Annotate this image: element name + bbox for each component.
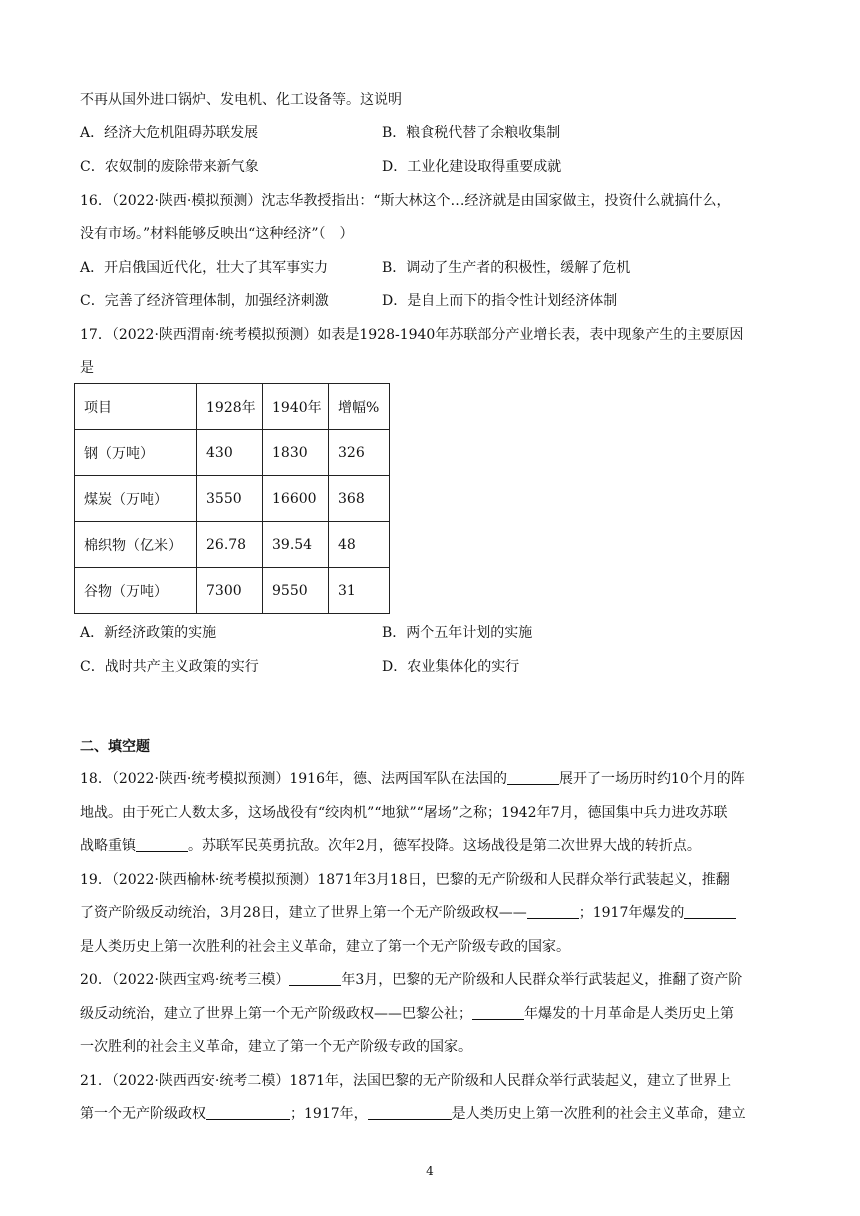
table-cell: 326 bbox=[329, 430, 390, 476]
table-header-cell: 项目 bbox=[75, 384, 197, 430]
q17-option-c[interactable]: C．战时共产主义政策的实行 bbox=[80, 659, 259, 675]
q15-option-c[interactable]: C．农奴制的废除带来新气象 bbox=[80, 159, 259, 175]
q21-text: 第一个无产阶级政权 bbox=[80, 1106, 206, 1122]
q19-text: 了资产阶级反动统治，3月28日，建立了世界上第一个无产阶级政权—— bbox=[80, 905, 527, 921]
table-cell: 430 bbox=[197, 430, 263, 476]
q21-line-1: 21．（2022·陕西西安·统考二模）1871年，法国巴黎的无产阶级和人民群众举行武装起义，建立了世界上 bbox=[80, 1073, 731, 1089]
q17-option-d[interactable]: D．农业集体化的实行 bbox=[382, 659, 520, 675]
q18-text: 。苏联军民英勇抗敌。次年2月，德军投降。这场战役是第二次世界大战的转折点。 bbox=[188, 838, 701, 854]
q21-text: 是人类历史上第一次胜利的社会主义革命，建立 bbox=[451, 1106, 746, 1122]
table-cell: 1830 bbox=[263, 430, 329, 476]
q18-text: 展开了一场历时约10个月的阵 bbox=[558, 771, 745, 787]
q16-stem-line-1: 16．（2022·陕西·模拟预测）沈志华教授指出：“斯大林这个…经济就是由国家做主，投资什么就搞什么， bbox=[80, 193, 731, 209]
section-title-fill-in: 二、填空题 bbox=[80, 739, 150, 755]
table-cell: 棉织物（亿米） bbox=[75, 522, 197, 568]
table-header-cell: 1928年 bbox=[197, 384, 263, 430]
table-cell: 16600 bbox=[263, 476, 329, 522]
q21-line-2 bbox=[80, 1104, 746, 1124]
q18-text: 18．（2022·陕西·统考模拟预测）1916年，德、法两国军队在法国的 bbox=[80, 771, 507, 787]
answer-blank[interactable] bbox=[136, 837, 188, 852]
q15-options-row-2 bbox=[80, 157, 780, 177]
answer-blank[interactable] bbox=[472, 1005, 524, 1020]
answer-blank[interactable] bbox=[507, 770, 559, 785]
table-cell: 7300 bbox=[197, 568, 263, 614]
answer-blank[interactable] bbox=[684, 904, 736, 919]
table-header-cell: 增幅% bbox=[329, 384, 390, 430]
q19-line-1: 19．（2022·陕西榆林·统考模拟预测）1871年3月18日，巴黎的无产阶级和人民群众举行武装起义，推翻 bbox=[80, 872, 730, 888]
answer-blank[interactable] bbox=[289, 971, 341, 986]
q16-options-row-2 bbox=[80, 291, 780, 311]
table-row bbox=[75, 476, 390, 522]
q16-options-row-1 bbox=[80, 258, 780, 278]
q15-stem-tail: 不再从国外进口锅炉、发电机、化工设备等。这说明 bbox=[80, 92, 402, 108]
q15-option-d[interactable]: D．工业化建设取得重要成就 bbox=[382, 159, 562, 175]
q16-option-d[interactable]: D．是自上而下的指令性计划经济体制 bbox=[382, 293, 618, 309]
q17-stem-line-2: 是 bbox=[80, 360, 94, 376]
q19-text: ；1917年爆发的 bbox=[578, 905, 685, 921]
q19-line-3: 是人类历史上第一次胜利的社会主义革命，建立了第一个无产阶级专政的国家。 bbox=[80, 939, 570, 955]
q20-text: 年爆发的十月革命是人类历史上第 bbox=[524, 1006, 734, 1022]
q16-option-b[interactable]: B．调动了生产者的积极性，缓解了危机 bbox=[382, 260, 631, 276]
q19-line-2 bbox=[80, 903, 736, 923]
q21-text: ；1917年， bbox=[290, 1106, 368, 1122]
q20-line-3: 一次胜利的社会主义革命，建立了第一个无产阶级专政的国家。 bbox=[80, 1039, 472, 1055]
q20-line-2 bbox=[80, 1004, 734, 1024]
answer-blank[interactable] bbox=[527, 904, 579, 919]
answer-blank[interactable] bbox=[368, 1105, 452, 1120]
table-cell: 煤炭（万吨） bbox=[75, 476, 197, 522]
q15-option-b[interactable]: B．粮食税代替了余粮收集制 bbox=[382, 125, 561, 141]
q15-options-row-1 bbox=[80, 123, 780, 143]
q18-text: 战略重镇 bbox=[80, 838, 136, 854]
q17-options-row-1 bbox=[80, 623, 780, 643]
q18-line-2: 地战。由于死亡人数太多，这场战役有“绞肉机”“地狱”“屠场”之称；1942年7月，德国集中兵力进攻苏联 bbox=[80, 805, 728, 821]
q16-stem-line-2: 没有市场。”材料能够反映出“这种经济”（ ） bbox=[80, 226, 354, 242]
q20-text: 20．（2022·陕西宝鸡·统考三模） bbox=[80, 972, 290, 988]
table-cell: 368 bbox=[329, 476, 390, 522]
table-row bbox=[75, 522, 390, 568]
table-cell: 谷物（万吨） bbox=[75, 568, 197, 614]
q18-line-3 bbox=[80, 836, 701, 856]
table-header-cell: 1940年 bbox=[263, 384, 329, 430]
q16-option-c[interactable]: C．完善了经济管理体制，加强经济刺激 bbox=[80, 293, 329, 309]
table-cell: 48 bbox=[329, 522, 390, 568]
industry-growth-table bbox=[74, 383, 390, 614]
table-cell: 钢（万吨） bbox=[75, 430, 197, 476]
table-cell: 3550 bbox=[197, 476, 263, 522]
page-number: 4 bbox=[426, 1164, 434, 1178]
q17-option-b[interactable]: B．两个五年计划的实施 bbox=[382, 625, 533, 641]
table-header-row bbox=[75, 384, 390, 430]
table-row bbox=[75, 430, 390, 476]
table-cell: 26.78 bbox=[197, 522, 263, 568]
q15-option-a[interactable]: A．经济大危机阻碍苏联发展 bbox=[80, 125, 259, 141]
q16-option-a[interactable]: A．开启俄国近代化，壮大了其军事实力 bbox=[80, 260, 329, 276]
table-row bbox=[75, 568, 390, 614]
answer-blank[interactable] bbox=[206, 1105, 290, 1120]
q20-line-1 bbox=[80, 970, 742, 990]
q17-options-row-2 bbox=[80, 657, 780, 677]
table-cell: 31 bbox=[329, 568, 390, 614]
table-cell: 39.54 bbox=[263, 522, 329, 568]
q20-text: 年3月，巴黎的无产阶级和人民群众举行武装起义，推翻了资产阶 bbox=[341, 972, 743, 988]
q18-line-1 bbox=[80, 769, 745, 789]
q17-option-a[interactable]: A．新经济政策的实施 bbox=[80, 625, 217, 641]
table-cell: 9550 bbox=[263, 568, 329, 614]
q20-text: 级反动统治，建立了世界上第一个无产阶级政权——巴黎公社； bbox=[80, 1006, 472, 1022]
q17-stem-line-1: 17．（2022·陕西渭南·统考模拟预测）如表是1928-1940年苏联部分产业增长表，表中现象产生的主要原因 bbox=[80, 327, 744, 343]
